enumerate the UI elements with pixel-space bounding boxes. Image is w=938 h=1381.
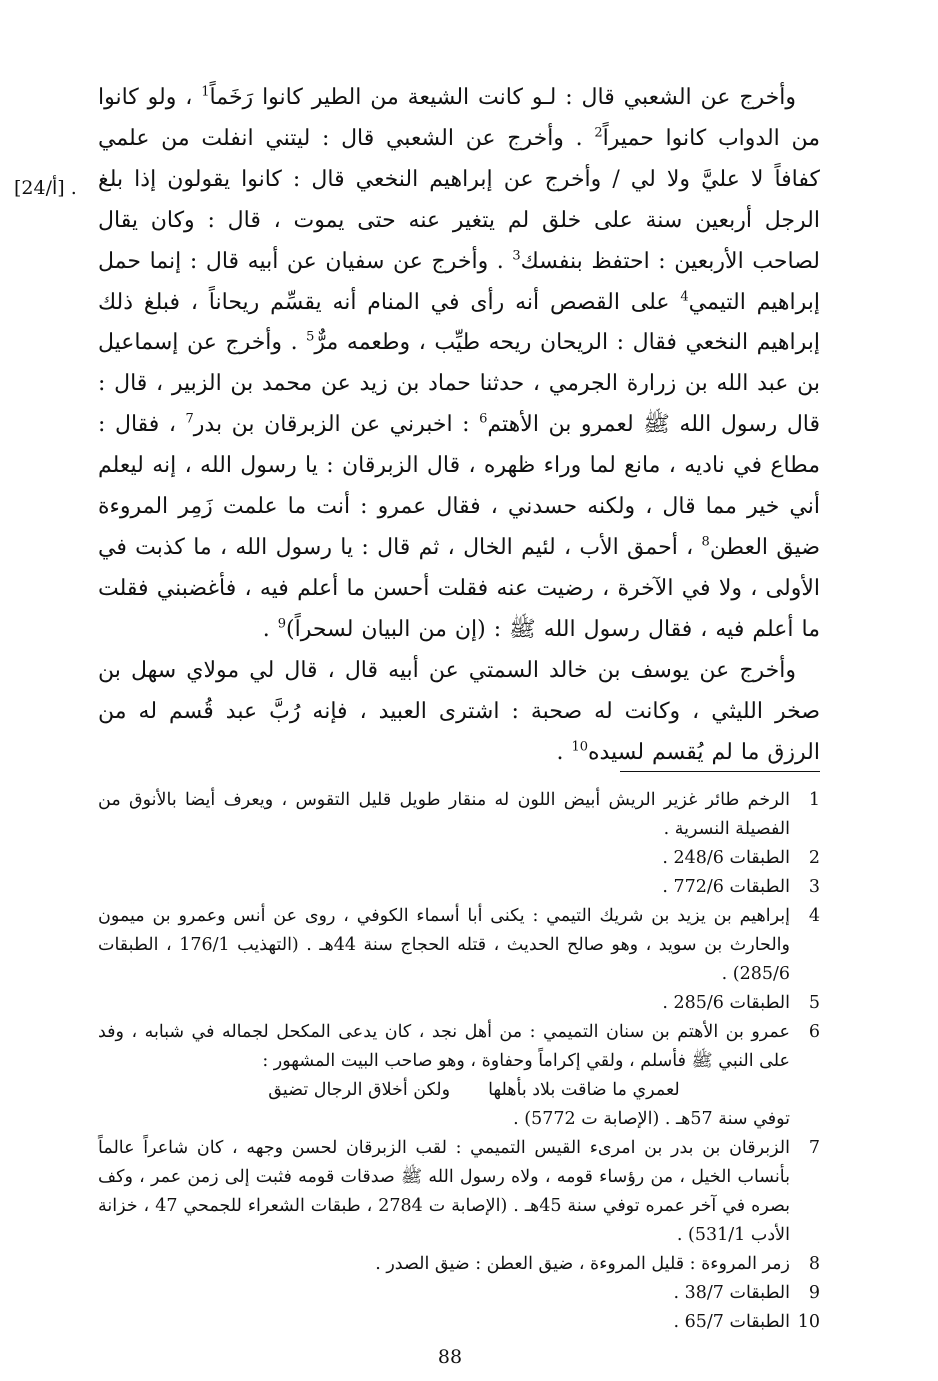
footnote-text: الطبقات 65/7 . <box>673 1312 790 1332</box>
footnote-number: 9 <box>808 1283 820 1303</box>
footnote-item <box>98 1250 820 1279</box>
footnote-marker[interactable]: 2 <box>594 125 603 141</box>
footnote-marker[interactable]: 6 <box>479 411 488 427</box>
text-run: على القصص أنه رأى في المنام أنه يقسِّم ريحاناً ، فبلغ ذلك إبراهيم النخعي فقال : الريحان ريحه طيِّب ، وطعمه مرٌّ <box>98 289 820 356</box>
footnote-marker[interactable]: 4 <box>680 289 689 305</box>
footnote-item <box>98 1308 820 1337</box>
paragraph <box>98 651 820 774</box>
footnote-marker[interactable]: 3 <box>512 248 521 264</box>
footnote-marker[interactable]: 1 <box>201 84 210 100</box>
text-run: وأخرج عن الشعبي قال : لـو كانت الشيعة من الطير كانوا رَخَماً <box>209 85 796 110</box>
footnote-text-continued: توفي سنة 57هـ . (الإصابة ت 5772) . <box>513 1109 790 1129</box>
footnote-number: 7 <box>808 1138 820 1158</box>
footnote-text: الزبرقان بن بدر بن امرىء القيس التميمي : لقب الزبرقان لحسن وجهه ، كان شاعراً عالماً بأنساب الخيل ، من رؤساء قومه ، ولاه رسول الله ﷺ صدقات قومه فثبت إلى زمن عمر ، وكف بصره في آخر عمره توفي سنة 45هـ . (الإصابة ت 2784 ، طبقات الشعراء للجمحي 47 ، خزانة الأدب 531/1) . <box>98 1138 791 1245</box>
text-run: . وأخرج عن سفيان عن أبيه قال : إنما حمل إبراهيم التيمي <box>98 248 821 315</box>
paragraph <box>98 78 820 651</box>
footnote-number: 4 <box>808 906 820 926</box>
footnote-separator <box>620 771 820 772</box>
footnote-text: إبراهيم بن يزيد بن شريك التيمي : يكنى أبا أسماء الكوفي ، روى عن أنس وعمرو بن ميمون والحارث بن سويد ، وهو صالح الحديث ، قتله الحجاج سنة 44هـ . (التهذيب 176/1 ، الطبقات 285/6) . <box>98 906 790 984</box>
footnote-item <box>98 786 820 844</box>
footnote-item <box>98 1134 820 1250</box>
footnote-marker[interactable]: 10 <box>571 739 588 755</box>
margin-folio-reference: [24/أ] . <box>14 177 77 199</box>
poem-verse <box>98 1076 790 1105</box>
text-run: . <box>262 616 278 642</box>
footnote-item <box>98 1279 820 1308</box>
footnote-text: الطبقات 285/6 . <box>662 993 790 1013</box>
footnote-number: 6 <box>808 1022 820 1042</box>
footnote-text: عمرو بن الأهتم بن سنان التميمي : من أهل نجد ، كان يدعى المكحل لجماله في شبابه ، وفد على النبي ﷺ فأسلم ، ولقي إكراماً وحفاوة ، وهو صاحب البيت المشهور : <box>98 1022 790 1071</box>
main-text <box>98 78 820 773</box>
footnote-text: الطبقات 38/7 . <box>673 1283 790 1303</box>
footnote-item <box>98 989 820 1018</box>
footnote-number: 5 <box>808 993 820 1013</box>
footnote-text: الرخم طائر غزير الريش أبيض اللون له منقار طويل قليل التقوس ، ويعرف أيضا بالأنوق من الفصيلة النسرية . <box>98 790 790 839</box>
text-run: ، ولو كانوا من الدواب كانوا حميراً <box>98 85 820 151</box>
footnote-item <box>98 902 820 989</box>
footnote-item <box>98 1018 820 1134</box>
text-run: . <box>556 739 572 765</box>
text-run: : اخبرني عن الزبرقان بن بدر <box>193 412 480 438</box>
footnote-text: الطبقات 772/6 . <box>662 877 790 897</box>
footnote-item <box>98 844 820 873</box>
footnote-text: زمر المروءة : قليل المروءة ، ضيق العطن : ضيق الصدر . <box>375 1254 790 1274</box>
text-run: ، فقال : مطاع في ناديه ، مانع لما وراء ظهره ، قال الزبرقان : يا رسول الله ، إنه ليعلم أني خير مما قال ، ولكنه حسدني ، فقال عمرو : أنت ما علمت زَمِر المروءة ضيق العطن <box>98 412 820 560</box>
text-run: . وأخرج عن الشعبي قال : ليتني انفلت من علمي كفافاً لا عليَّ ولا لي / وأخرج عن إبراهيم النخعي قال : كانوا يقولون إذا بلغ الرجل أربعين سنة على خلق لم يتغير عنه حتى يموت ، قال : وكان يقال لصاحب الأربعين : احتفظ بنفسك <box>98 125 820 274</box>
footnote-number: 1 <box>808 790 820 810</box>
footnote-marker[interactable]: 5 <box>306 330 315 346</box>
footnote-item <box>98 873 820 902</box>
footnote-number: 10 <box>797 1312 820 1332</box>
footnote-number: 8 <box>808 1254 820 1274</box>
footnote-number: 2 <box>808 848 820 868</box>
footnote-marker[interactable]: 8 <box>701 534 710 550</box>
text-run: وأخرج عن يوسف بن خالد السمتي عن أبيه قال ، قال لي مولاي سهل بن صخر الليثي ، وكانت له صحبة : اشترى العبيد ، فإنه رُبَّ عبد قُسم له من الرزق ما لم يُقسم لسيده <box>98 657 820 765</box>
verse-hemistich: ولكن أخلاق الرجال تضيق <box>268 1080 451 1100</box>
text-run: . وأخرج عن إسماعيل بن عبد الله بن زرارة الجرمي ، حدثنا حماد بن زيد عن محمد بن الزبير ، قال : قال رسول الله ﷺ لعمرو بن الأهتم <box>98 330 821 438</box>
verse-hemistich: لعمري ما ضاقت بلاد بأهلها <box>488 1080 680 1100</box>
footnote-number: 3 <box>808 877 820 897</box>
footnote-text: الطبقات 248/6 . <box>662 848 790 868</box>
footnote-marker[interactable]: 9 <box>277 616 287 632</box>
footnote-marker[interactable]: 7 <box>185 411 194 427</box>
footnotes <box>98 786 820 1337</box>
page-number: 88 <box>437 1346 463 1368</box>
text-run: ، أحمق الأب ، لئيم الخال ، ثم قال : يا رسول الله ، ما كذبت في الأولى ، ولا في الآخرة ، رضيت عنه فقلت أحسن ما أعلم فيه ، فأغضبني فقلت ما أعلم فيه ، فقال رسول الله ﷺ : (إن من البيان لسحراً) <box>98 534 820 642</box>
